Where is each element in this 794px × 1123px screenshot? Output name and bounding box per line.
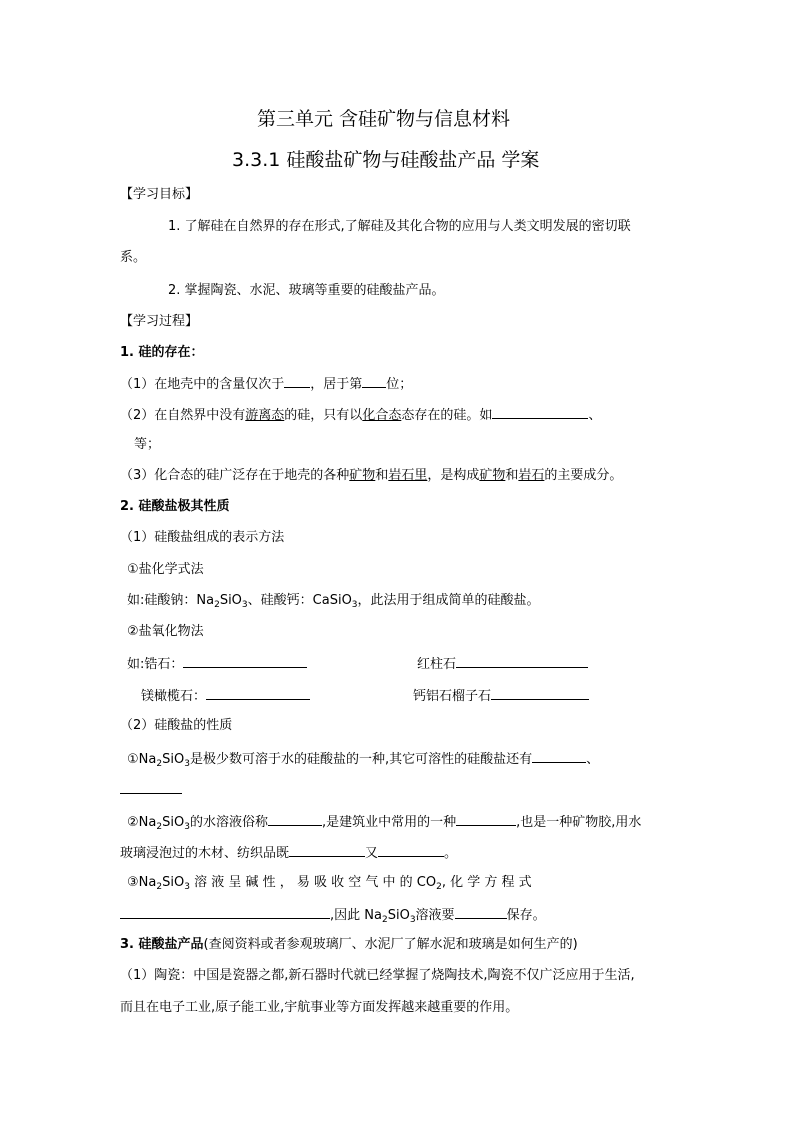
blank[interactable] — [120, 780, 182, 794]
s2-sub-1: （1）硅酸盐组成的表示方法 — [120, 530, 285, 545]
goal-item-2: 2. 掌握陶瓷、水泥、玻璃等重要的硅酸盐产品。 — [168, 283, 445, 298]
andalusite-item: 红柱石 — [417, 654, 588, 674]
garnet-item: 钙铝石榴子石 — [413, 686, 589, 706]
section-3-heading: 3. 硅酸盐产品(查阅资料或者参观玻璃厂、水泥厂了解水泥和玻璃是如何生产的) — [120, 937, 578, 952]
method-2: ②盐氧化物法 — [127, 624, 204, 639]
blank[interactable] — [456, 812, 516, 826]
property-2-cont: 玻璃浸泡过的木材、纺织品既 又 。 — [120, 843, 457, 863]
blank[interactable] — [120, 905, 330, 919]
ceramics-line-2: 而且在电子工业,原子能工业,宇航事业等方面发挥越来越重要的作用。 — [120, 1000, 519, 1015]
olivine-item: 镁橄榄石： — [141, 686, 310, 706]
property-1-cont — [120, 780, 182, 800]
s2-sub-2: （2）硅酸盐的性质 — [120, 718, 233, 733]
blank[interactable] — [378, 843, 444, 857]
method-1-example: 如:硅酸钠：$Na_2SiO_3$、硅酸钙：CaSiO$_3$，此法用于组成简单的硅酸盐。 — [127, 593, 540, 610]
goal-item-1-line-1: 1. 了解硅在自然界的存在形式,了解硅及其化合物的应用与人类文明发展的密切联 — [168, 219, 631, 234]
zircon-item: 如:锆石： — [127, 654, 307, 674]
property-2: $②Na_2SiO_3$的水溶液俗称 ,是建筑业中常用的一种 ,也是一种矿物胶,用水 — [127, 812, 641, 832]
method-1: ①盐化学式法 — [127, 562, 204, 577]
blank[interactable] — [284, 374, 310, 388]
property-3-cont: ,因此 $Na_2SiO_3$溶液要 保存。 — [120, 905, 546, 925]
blank[interactable] — [183, 654, 307, 668]
blank[interactable] — [491, 686, 589, 700]
s1-line-2: （2）在自然界中没有游离态的硅，只有以化合态态存在的硅。如 、 — [120, 405, 601, 425]
blank[interactable] — [492, 405, 588, 419]
blank[interactable] — [532, 749, 586, 763]
property-3: $③Na_2SiO_3$ 溶 液 呈 碱 性 ， 易 吸 收 空 气 中 的 $CO_2$, 化 学 方 程 式 — [127, 875, 532, 892]
goals-heading: 【学习目标】 — [120, 187, 199, 202]
unit-title: 第三单元 含硅矿物与信息材料 — [257, 108, 511, 130]
s1-line-1: （1）在地壳中的含量仅次于 ，居于第 位； — [120, 374, 412, 394]
section-1-heading: 1. 硅的存在： — [120, 345, 204, 360]
ceramics-line-1: （1）陶瓷：中国是瓷器之都,新石器时代就已经掌握了烧陶技术,陶瓷不仅广泛应用于生活, — [120, 968, 635, 983]
section-2-heading: 2. 硅酸盐极其性质 — [120, 499, 230, 514]
blank[interactable] — [289, 843, 365, 857]
s1-line-2-cont: 等； — [134, 437, 161, 452]
blank[interactable] — [268, 812, 322, 826]
blank[interactable] — [362, 374, 386, 388]
s1-line-3: （3）化合态的硅广泛存在于地壳的各种矿物和岩石里，是构成矿物和岩石的主要成分。 — [120, 468, 623, 483]
goal-item-1-line-2: 系。 — [120, 250, 147, 265]
blank[interactable] — [455, 905, 507, 919]
process-heading: 【学习过程】 — [120, 314, 199, 329]
property-1: $①Na_2SiO_3$是极少数可溶于水的硅酸盐的一种,其它可溶性的硅酸盐还有 、 — [127, 749, 599, 769]
blank[interactable] — [456, 654, 588, 668]
blank[interactable] — [206, 686, 310, 700]
lesson-subtitle: 3.3.1 硅酸盐矿物与硅酸盐产品 学案 — [232, 149, 540, 171]
